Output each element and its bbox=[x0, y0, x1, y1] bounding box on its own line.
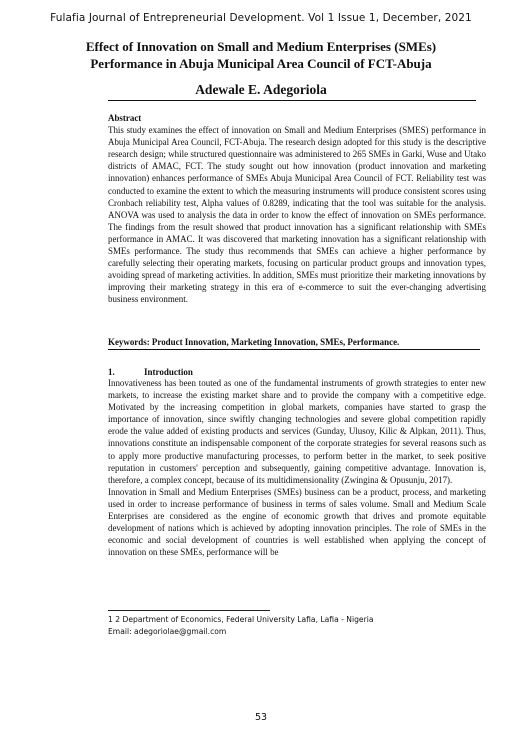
author-name: Adewale E. Adegoriola bbox=[195, 82, 327, 97]
page-number: 53 bbox=[254, 712, 268, 723]
author-divider bbox=[108, 100, 476, 101]
footnote-divider bbox=[108, 610, 270, 611]
abstract-section bbox=[108, 112, 486, 306]
paper-title bbox=[60, 38, 462, 72]
section-title: Introduction bbox=[144, 367, 193, 377]
intro-paragraph-1: Innovativeness has been touted as one of the fundamental instruments of growth strategies to enter new markets, to increase the existing market share and to provide the company with a competitive edge. Motivated by the increasing competition in global markets, companies have started to grasp the importance of innovation, since swiftly changing technologies and severe global competition rapidly erode the value added of existing products and services (Gunday, Ulusoy, Kilic & Alpkan, 2011). Thus, innovations constitute an indispensable component of the corporate strategies for several reasons such as to apply more productive manufacturing processes, to perform better in the market, to seek positive reputation in customers' perception and subsequently, gaining competitive advantage. Innovation is, therefore, a complex concept, because of its multidimensionality (Zwingina & Opusunju, 2017). bbox=[108, 378, 486, 485]
abstract-heading: Abstract bbox=[108, 113, 142, 123]
footnote-email: Email: adegoriolae@gmail.com bbox=[108, 627, 227, 636]
section-number: 1. bbox=[108, 367, 115, 377]
title-line-1: Effect of Innovation on Small and Medium Enterprises (SMEs) bbox=[85, 39, 437, 54]
keywords-section bbox=[108, 336, 486, 348]
journal-header: Fulafia Journal of Entrepreneurial Development. Vol 1 Issue 1, December, 2021 bbox=[50, 12, 472, 24]
intro-paragraph-2: Innovation in Small and Medium Enterprises (SMEs) business can be a product, process, and marketing used in order to increase performance of business in terms of sales volume. Small and Medium Scale Enterprises are considered as the engine of economic growth that drives and promote equitable development of nations which is achieved by adopting innovation principles. The role of SMEs in the economic and social development of countries is well established when applying the concept of innovation on these SMEs, performance will be bbox=[108, 486, 486, 558]
footnote bbox=[108, 614, 373, 638]
abstract-text: This study examines the effect of innovation on Small and Medium Enterprises (SMES) performance in Abuja Municipal Area Council, FCT-Abuja. The research design adopted for this study is the descriptive research design; while structured questionnaire was administered to 265 SMEs in Garki, Wuse and Utako districts of AMAC, FCT. The study sought out how innovation (product innovation and marketing innovation) enhances performance of SMEs Abuja Municipal Area Council of FCT. Reliability test was conducted to examine the extent to which the measuring instruments will produce consistent scores using Cronbach reliability test, Alpha values of 0.8289, indicating that the tool was suitable for the analysis. ANOVA was used to analysis the data in order to know the effect of innovation on SMEs performance. The findings from the result showed that product innovation has a significant relationship with SMEs performance in AMAC. It was discovered that marketing innovation has a significant relationship with SMEs performance. The study thus recommends that SMEs can achieve a higher performance by carefully selecting their operating markets, focusing on particular product groups and innovation types, avoiding spread of marketing activities. In addition, SMEs must prioritize their marketing innovations by improving their marketing strategy in this era of e-commerce to suit the ever-changing advertising business environment. bbox=[108, 125, 486, 305]
keywords-divider bbox=[108, 349, 480, 350]
keywords: Keywords: Product Innovation, Marketing Innovation, SMEs, Performance. bbox=[108, 337, 400, 347]
title-line-2: Performance in Abuja Municipal Area Council of FCT-Abuja bbox=[90, 56, 432, 71]
section-heading-introduction bbox=[108, 367, 193, 377]
footnote-affiliation: 1 2 Department of Economics, Federal University Lafia, Lafia - Nigeria bbox=[108, 615, 374, 624]
introduction-body bbox=[108, 377, 486, 558]
